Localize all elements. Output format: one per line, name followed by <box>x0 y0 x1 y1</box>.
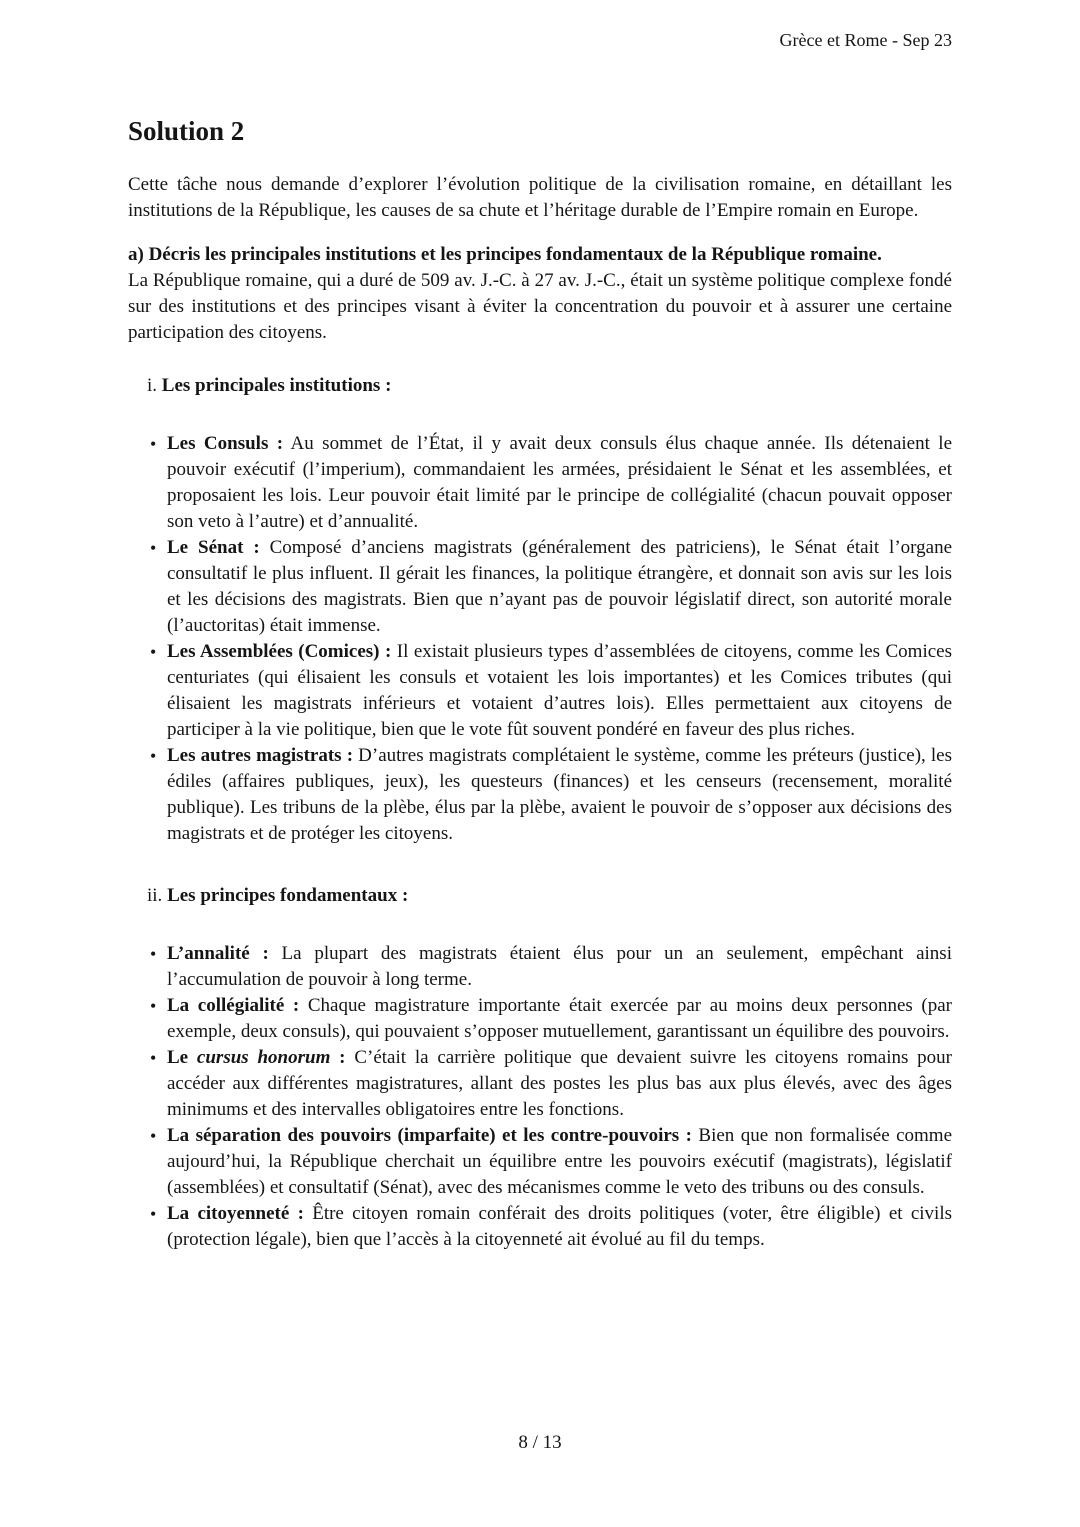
enum-heading: Les principes fondamentaux : <box>167 885 409 906</box>
item-text: Être citoyen romain conférait des droits politiques (voter, être éligible) et civils (protection légale), bien que l’accès à la citoyenneté ait évolué au fil du temps. <box>167 1203 952 1250</box>
item-text: Il existait plusieurs types d’assemblées de citoyens, comme les Comices centuriates (qui élisaient les consuls et votaient les lois importantes) et les Comices tributes (qui élisaient les magistrats inférieurs et votaient d’autres lois). Elles permettaient aux citoyens de participer à la vie politique, bien que le vote fût souvent pondéré en faveur des plus riches. <box>167 641 953 740</box>
item-text: D’autres magistrats complétaient le système, comme les préteurs (justice), les édiles (affaires publiques, jeux), les questeurs (finances) et les censeurs (recensement, moralité publique). Les tribuns de la plèbe, élus par la plèbe, avaient le pouvoir de s’opposer aux décisions des magistrats et de protéger les citoyens. <box>167 745 953 844</box>
list-item <box>128 993 952 1045</box>
page-title: Solution 2 <box>128 116 245 146</box>
enum-heading: Les principales institutions : <box>161 375 392 396</box>
list-item <box>128 1201 952 1253</box>
item-label: Les Assemblées (Comices) : <box>167 641 392 662</box>
running-header: Grèce et Rome - Sep 23 <box>779 30 952 50</box>
item-label-post: : <box>339 1047 346 1068</box>
item-label: La collégialité : <box>167 995 300 1016</box>
list-item <box>128 941 952 993</box>
section-a-paragraph: La République romaine, qui a duré de 509 av. J.-C. à 27 av. J.-C., était un système politique complexe fondé sur des institutions et des principes visant à éviter la concentration du pouvoir et à assurer une certaine participation des citoyens. <box>128 270 952 343</box>
enum-numeral: i. <box>147 375 158 396</box>
list-item <box>128 431 952 535</box>
institutions-list <box>128 431 952 847</box>
item-label: Les Consuls : <box>167 433 284 454</box>
item-label-italic: cursus honorum <box>196 1047 331 1068</box>
section-a-heading: a) Décris les principales institutions et les principes fondamentaux de la République romaine. <box>128 244 882 265</box>
item-label: La séparation des pouvoirs (imparfaite) et les contre-pouvoirs : <box>167 1125 692 1146</box>
intro-paragraph: Cette tâche nous demande d’explorer l’évolution politique de la civilisation romaine, en détaillant les institutions de la République, les causes de sa chute et l’héritage durable de l’Empire romain en Europe. <box>128 174 952 221</box>
item-text: Au sommet de l’État, il y avait deux consuls élus chaque année. Ils détenaient le pouvoir exécutif (l’imperium), commandaient les armées, présidaient le Sénat et les assemblées, et proposaient les lois. Leur pouvoir était limité par le principe de collégialité (chacun pouvait opposer son veto à l’autre) et d’annualité. <box>167 433 953 532</box>
list-item <box>128 639 952 743</box>
enum-item-i <box>128 373 952 399</box>
list-item <box>128 1045 952 1123</box>
item-label: La citoyenneté : <box>167 1203 304 1224</box>
item-text: Composé d’anciens magistrats (généralement des patriciens), le Sénat était l’organe consultatif le plus influent. Il gérait les finances, la politique étrangère, et donnait son avis sur les lois et les décisions des magistrats. Bien que n’ayant pas de pouvoir législatif direct, son autorité morale (l’auctoritas) était immense. <box>167 537 953 636</box>
item-text: Bien que non formalisée comme aujourd’hui, la République cherchait un équilibre entre les pouvoirs exécutif (magistrats), législatif (assemblées) et consultatif (Sénat), avec des mécanismes comme le veto des tribuns ou des consuls. <box>167 1125 953 1198</box>
principles-list <box>128 941 952 1253</box>
item-label: Le Sénat : <box>167 537 260 558</box>
item-label: L’annalité : <box>167 943 269 964</box>
item-label-pre: Le <box>167 1047 189 1068</box>
page-number: 8 / 13 <box>518 1432 562 1453</box>
list-item <box>128 535 952 639</box>
list-item <box>128 743 952 847</box>
item-text: La plupart des magistrats étaient élus pour un an seulement, empêchant ainsi l’accumulation de pouvoir à long terme. <box>167 943 952 990</box>
item-text: C’était la carrière politique que devaient suivre les citoyens romains pour accéder aux différentes magistratures, allant des postes les plus bas aux plus élevés, avec des âges minimums et des intervalles obligatoires entre les fonctions. <box>167 1047 953 1120</box>
list-item <box>128 1123 952 1201</box>
item-label: Les autres magistrats : <box>167 745 354 766</box>
item-text: Chaque magistrature importante était exercée par au moins deux personnes (par exemple, deux consuls), qui pouvaient s’opposer mutuellement, garantissant un équilibre des pouvoirs. <box>167 995 953 1042</box>
enum-item-ii <box>128 883 952 909</box>
enum-numeral: ii. <box>147 885 163 906</box>
